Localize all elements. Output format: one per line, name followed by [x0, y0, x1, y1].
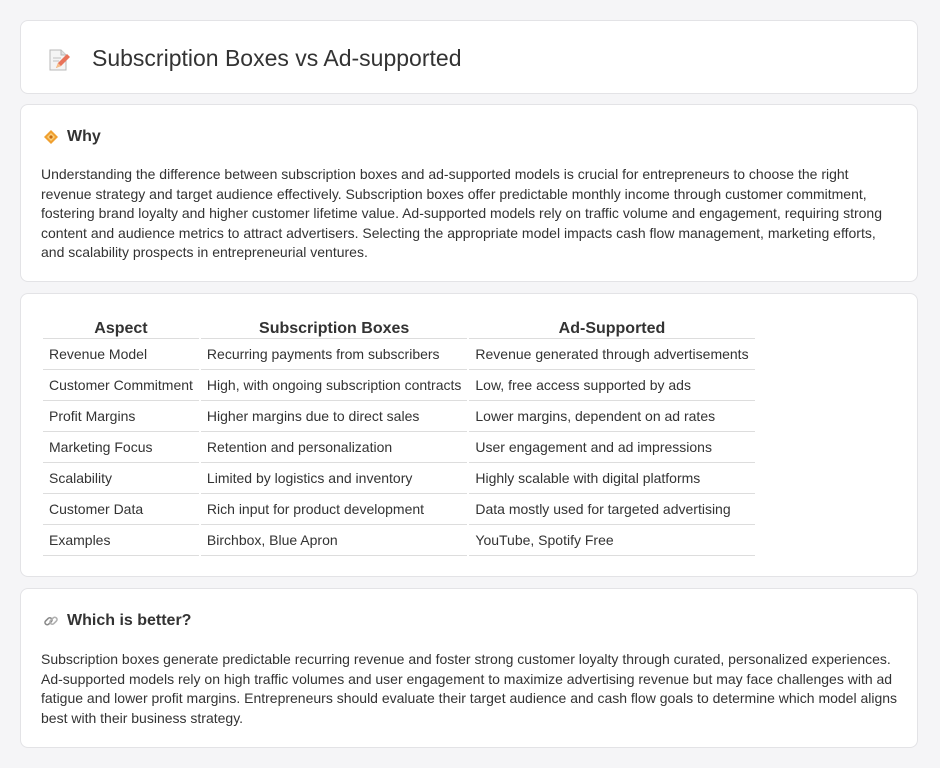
table-cell: Marketing Focus — [43, 432, 199, 463]
comparison-section — [20, 293, 918, 577]
better-text: Subscription boxes generate predictable recurring revenue and foster strong customer loyalty through curated, personalized experiences. Ad-supported models rely on high traffic volumes and user engagement to maximize advertising revenue but may face challenges with ad fatigue and lower profit margins. Entrepreneurs should evaluate their target audience and cash flow goals to determine which model aligns best with their business strategy. — [41, 651, 898, 726]
table-cell: Retention and personalization — [201, 432, 467, 463]
table-row — [43, 339, 755, 370]
table-cell: High, with ongoing subscription contracts — [201, 370, 467, 401]
document-pencil-icon — [48, 48, 70, 72]
table-cell: YouTube, Spotify Free — [469, 525, 754, 556]
which-is-better-section — [20, 588, 918, 748]
why-heading — [43, 127, 101, 147]
table-cell: Lower margins, dependent on ad rates — [469, 401, 754, 432]
table-cell: User engagement and ad impressions — [469, 432, 754, 463]
diamond-icon — [43, 129, 59, 145]
table-row — [43, 370, 755, 401]
link-icon — [43, 613, 59, 629]
why-text: Understanding the difference between subscription boxes and ad-supported models is crucial for entrepreneurs to choose the right revenue strategy and target audience effectively. Subscription boxes offer predictable monthly income through customer commitment, fostering brand loyalty and higher customer lifetime value. Ad-supported models rely on traffic volume and engagement, requiring strong content and audience metrics to attract advertisers. Selecting the appropriate model impacts cash flow management, marketing efforts, and scalability prospects in entrepreneurial ventures. — [41, 166, 882, 261]
table-row — [43, 463, 755, 494]
table-cell: Revenue generated through advertisements — [469, 339, 754, 370]
table-row — [43, 494, 755, 525]
table-cell: Birchbox, Blue Apron — [201, 525, 467, 556]
table-cell: Recurring payments from subscribers — [201, 339, 467, 370]
table-cell: Higher margins due to direct sales — [201, 401, 467, 432]
table-header-row — [43, 316, 755, 339]
table-cell: Data mostly used for targeted advertising — [469, 494, 754, 525]
table-cell: Profit Margins — [43, 401, 199, 432]
table-cell: Highly scalable with digital platforms — [469, 463, 754, 494]
table-cell: Limited by logistics and inventory — [201, 463, 467, 494]
better-title: Which is better? — [67, 612, 192, 629]
table-cell: Scalability — [43, 463, 199, 494]
table-row — [43, 432, 755, 463]
column-header-aspect: Aspect — [43, 316, 199, 339]
better-heading — [43, 611, 191, 631]
table-cell: Rich input for product development — [201, 494, 467, 525]
comparison-table — [41, 316, 757, 556]
page-title: Subscription Boxes vs Ad-supported — [92, 45, 462, 71]
table-cell: Revenue Model — [43, 339, 199, 370]
table-cell: Examples — [43, 525, 199, 556]
table-row — [43, 525, 755, 556]
header-card — [20, 20, 918, 94]
table-cell: Low, free access supported by ads — [469, 370, 754, 401]
column-header-subscription: Subscription Boxes — [201, 316, 467, 339]
table-row — [43, 401, 755, 432]
table-cell: Customer Data — [43, 494, 199, 525]
table-cell: Customer Commitment — [43, 370, 199, 401]
column-header-ad-supported: Ad-Supported — [469, 316, 754, 339]
why-section — [20, 104, 918, 282]
why-title: Why — [67, 128, 101, 145]
